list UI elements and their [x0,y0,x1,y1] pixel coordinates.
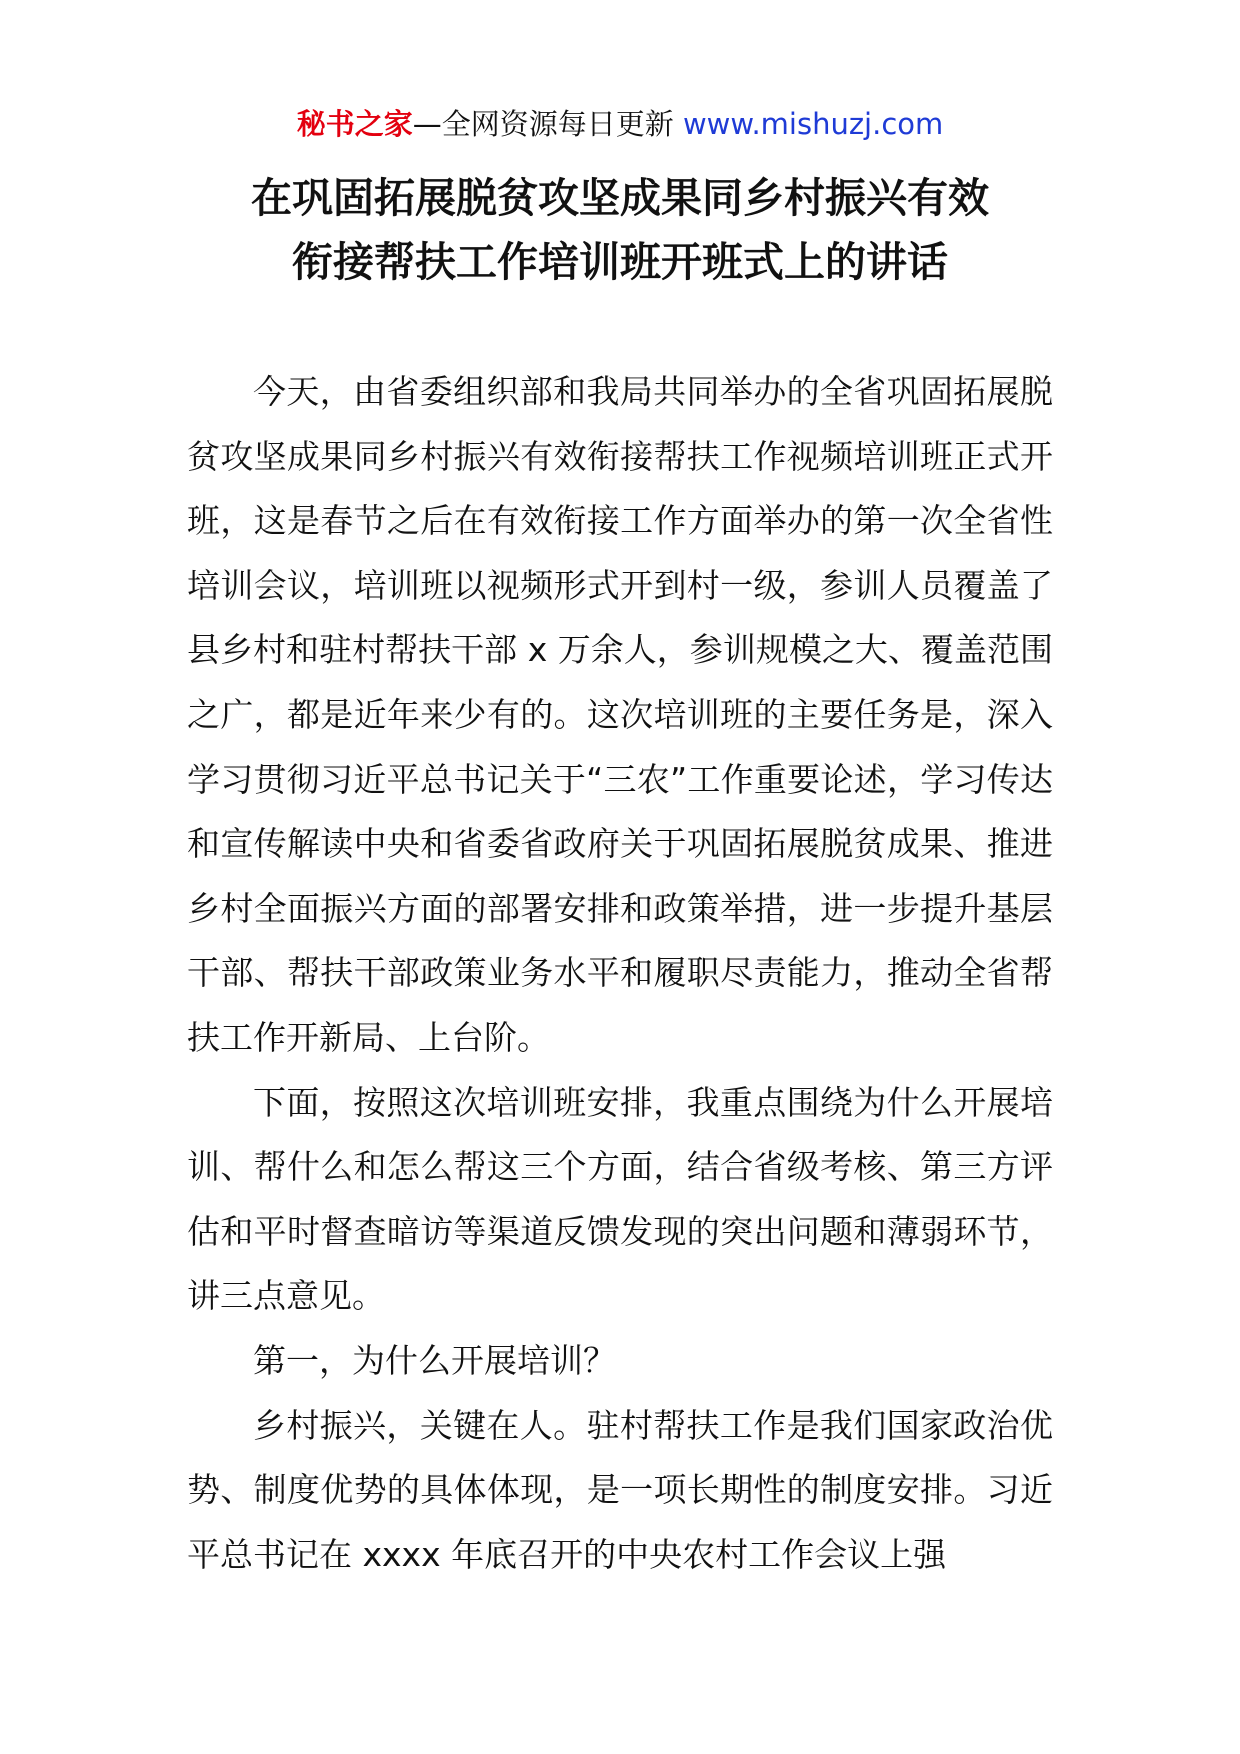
paragraph-section-one: 乡村振兴，关键在人。驻村帮扶工作是我们国家政治优势、制度优势的具体体现，是一项长期性的制度安排。习近平总书记在 xxxx 年底召开的中央农村工作会议上强 [187,1405,1053,1574]
paragraph-outline: 下面，按照这次培训班安排，我重点围绕为什么开展培训、帮什么和怎么帮这三个方面，结合省级考核、第三方评估和平时督查暗访等渠道反馈发现的突出问题和薄弱环节，讲三点意见。 [187,1082,1053,1316]
title-line-2: 衔接帮扶工作培训班开班式上的讲话 [292,238,948,286]
document-title [120,166,1120,294]
site-brand: 秘书之家 [296,107,413,141]
site-url-link[interactable]: www.mishuzj.com [682,107,944,141]
section-heading-first: 第一，为什么开展培训？ [253,1340,616,1380]
paragraph-intro: 今天，由省委组织部和我局共同举办的全省巩固拓展脱贫攻坚成果同乡村振兴有效衔接帮扶工作视频培训班正式开班，这是春节之后在有效衔接工作方面举办的第一次全省性培训会议，培训班以视频形式开到村一级，参训人员覆盖了县乡村和驻村帮扶干部 x 万余人，参训规模之大、覆盖范围之广，都是近年来少有的。这次培训班的主要任务是，深入学习贯彻习近平总书记关于“三农”工作重要论述，学习传达和宣传解读中央和省委省政府关于巩固拓展脱贫成果、推进乡村全面振兴方面的部署安排和政策举措，进一步提升基层干部、帮扶干部政策业务水平和履职尽责能力，推动全省帮扶工作开新局、上台阶。 [187,372,1053,1057]
title-line-1: 在巩固拓展脱贫攻坚成果同乡村振兴有效 [251,174,989,222]
document-body [187,360,1053,1587]
site-header [0,104,1240,144]
site-tagline: —全网资源每日更新 [412,107,683,141]
